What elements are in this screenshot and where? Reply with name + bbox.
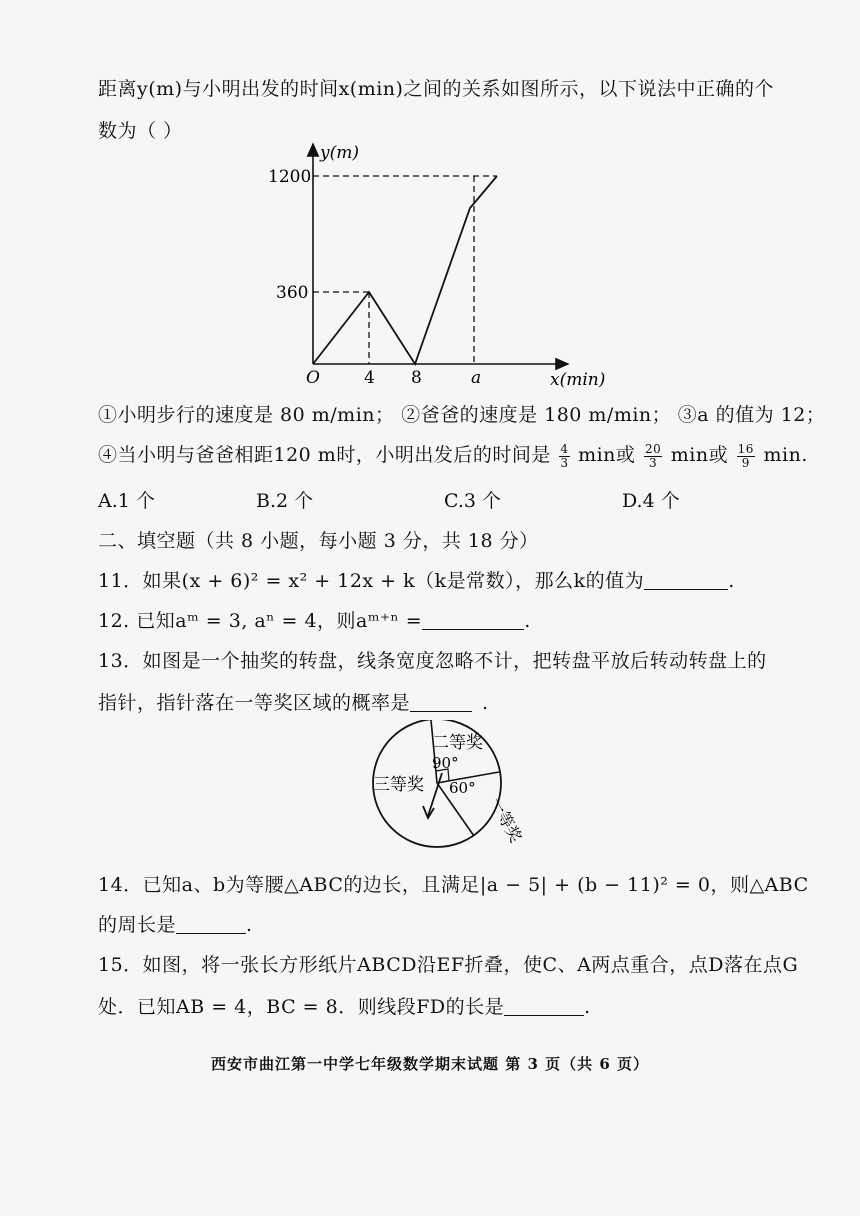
q15-answer-blank[interactable] (504, 997, 584, 1016)
x-tick-a: a (471, 368, 482, 388)
fraction-3-denominator: 9 (741, 455, 750, 470)
pointer-icon (428, 773, 442, 816)
q13-end: . (482, 692, 489, 714)
q13-answer-blank[interactable] (410, 693, 472, 712)
q13-text: 指针，指针落在一等奖区域的概率是 (98, 692, 411, 714)
y-axis-label: y(m) (320, 143, 359, 163)
q10-line1: 距离y(m)与小明出发的时间x(min)之间的关系如图所示，以下说法中正确的个 (98, 78, 774, 100)
label-third-prize: 三等奖 (373, 775, 424, 795)
q14-line1: 14．已知a、b为等腰△ABC的边长，且满足|a − 5| + (b − 11)² = 0，则△ABC (98, 874, 809, 896)
page-footer: 西安市曲江第一中学七年级数学期末试题 第 3 页（共 6 页） (211, 1055, 649, 1073)
q12-end: . (524, 610, 531, 632)
distance-time-graph (0, 138, 860, 398)
spinner-diagram (0, 720, 860, 850)
statement-2: ②爸爸的速度是 180 m/min； (401, 404, 672, 426)
q11-end: . (728, 570, 735, 592)
angle-60: 60° (449, 779, 476, 797)
fraction-1-denominator: 3 (560, 455, 569, 470)
fraction-3-numerator: 16 (737, 441, 754, 456)
q14-end: . (246, 914, 253, 936)
q12-answer-blank[interactable] (422, 611, 524, 630)
option-b[interactable]: B.2 个 (256, 490, 314, 512)
q15-line1: 15．如图，将一张长方形纸片ABCD沿EF折叠，使C、A两点重合，点D落在点G (98, 954, 799, 976)
q15-line2 (98, 992, 591, 1019)
q11 (98, 566, 735, 593)
q11-text: 11．如果(x + 6)² = x² + 12x + k（k是常数），那么k的值为 (98, 570, 645, 592)
section-heading: 二、填空题（共 8 小题，每小题 3 分，共 18 分） (98, 530, 539, 552)
fraction-16-9 (737, 443, 755, 470)
x-tick-8: 8 (411, 368, 422, 388)
x-axis-label: x(min) (550, 370, 606, 390)
fraction-20-3 (644, 443, 662, 470)
y-tick-360: 360 (276, 283, 309, 303)
q13-line2 (98, 688, 489, 715)
x-tick-4: 4 (364, 368, 375, 388)
q14-line2 (98, 910, 253, 937)
q10-statement-4 (98, 440, 808, 470)
fraction-4-3 (559, 443, 569, 470)
or-text-2: min或 (670, 444, 729, 466)
label-first-prize: 一等奖 (486, 794, 526, 846)
distance-line (313, 176, 497, 364)
q14-text: 的周长是 (98, 914, 177, 936)
angle-90: 90° (432, 754, 459, 772)
label-second-prize: 二等奖 (432, 733, 483, 753)
origin-label: O (306, 368, 320, 388)
fraction-1-numerator: 4 (560, 441, 569, 456)
q15-text: 处．已知AB = 4，BC = 8．则线段FD的长是 (98, 996, 505, 1018)
q15-end: . (584, 996, 591, 1018)
y-tick-1200: 1200 (268, 167, 312, 187)
fraction-2-denominator: 3 (649, 455, 658, 470)
q12-text: 12. 已知aᵐ = 3, aⁿ = 4，则aᵐ⁺ⁿ = (98, 610, 423, 632)
q11-answer-blank[interactable] (644, 571, 728, 590)
q12 (98, 606, 531, 633)
or-text-1: min或 (578, 444, 636, 466)
q14-answer-blank[interactable] (176, 915, 246, 934)
option-d[interactable]: D.4 个 (622, 490, 680, 512)
option-c[interactable]: C.3 个 (444, 490, 502, 512)
fraction-2-numerator: 20 (644, 441, 662, 456)
option-a[interactable]: A.1 个 (98, 490, 155, 512)
statement-3: ③a 的值为 12； (677, 404, 826, 426)
statement-4-text: ④当小明与爸爸相距120 m时，小明出发后的时间是 (98, 444, 551, 466)
statement-1: ①小明步行的速度是 80 m/min； (98, 404, 395, 426)
unit-end: min. (763, 444, 808, 466)
q10-statements-1 (98, 400, 825, 427)
q10-line2: 数为（ ） (98, 120, 183, 142)
q13-line1: 13．如图是一个抽奖的转盘，线条宽度忽略不计，把转盘平放后转动转盘上的 (98, 650, 767, 672)
